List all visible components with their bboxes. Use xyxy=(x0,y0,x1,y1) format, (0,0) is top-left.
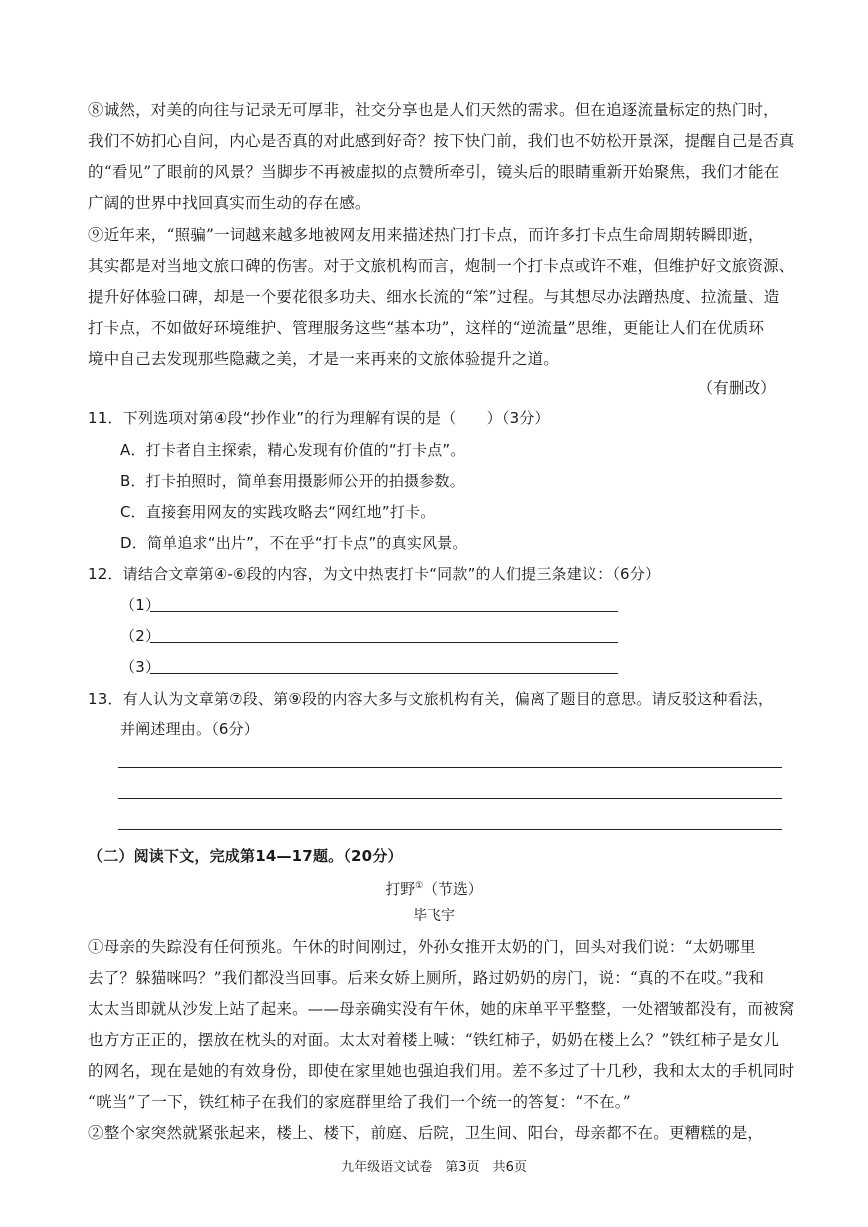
option-c: C．直接套用网友的实践攻略去“网红地”打卡。 xyxy=(120,503,436,521)
story-line: 的网名，现在是她的有效身份，即使在家里她也强迫我们用。差不多过了十几秒，我和太太的手机同时 xyxy=(88,1062,795,1080)
story-title-suffix: （节选） xyxy=(423,879,483,898)
passage-line: 提升好体验口碑，却是一个要花很多功夫、细水长流的“笨”过程。与其想尽办法蹭热度、拉流量、造 xyxy=(88,288,780,306)
edit-note: （有删改） xyxy=(697,379,776,397)
question-12-stem: 12．请结合文章第④-⑥段的内容，为文中热衷打卡“同款”的人们提三条建议：（6分） xyxy=(88,565,661,583)
passage-line: 的“看见”了眼前的风景？当脚步不再被虚拟的点赞所牵引，镜头后的眼睛重新开始聚焦，我们才能在 xyxy=(88,163,780,181)
answer-line-3[interactable] xyxy=(150,673,618,674)
story-line: ①母亲的失踪没有任何预兆。午休的时间刚过，外孙女推开太奶的门，回头对我们说：“太奶哪里 xyxy=(88,938,756,956)
story-line: 也方方正正的，摆放在枕头的对面。太太对着楼上喊：“铁红柿子，奶奶在楼上么？”铁红柿子是女儿 xyxy=(88,1031,780,1049)
passage-line: 我们不妨扪心自问，内心是否真的对此感到好奇？按下快门前，我们也不妨松开景深，提醒自己是否真 xyxy=(88,132,795,150)
option-d: D．简单追求“出片”，不在乎“打卡点”的真实风景。 xyxy=(120,534,468,552)
answer-label-3: （3） xyxy=(120,658,161,676)
passage-line: ⑧诚然，对美的向往与记录无可厚非，社交分享也是人们天然的需求。但在追逐流量标定的热门时， xyxy=(88,101,779,119)
story-line: “咣当”了一下，铁红柿子在我们的家庭群里给了我们一个统一的答复：“不在。” xyxy=(88,1093,631,1111)
story-line: ②整个家突然就紧张起来，楼上、楼下，前庭、后院，卫生间、阳台，母亲都不在。更糟糕的是， xyxy=(88,1124,764,1142)
passage-line: 广阔的世界中找回真实而生动的存在感。 xyxy=(88,194,371,212)
question-13-stem: 13．有人认为文章第⑦段、第⑨段的内容大多与文旅机构有关，偏离了题目的意思。请反驳这种看法， xyxy=(88,690,774,708)
answer-line-13-2[interactable] xyxy=(118,798,782,799)
answer-label-1: （1） xyxy=(120,596,161,614)
page-footer: 九年级语文试卷 第3页 共6页 xyxy=(341,1160,527,1175)
answer-line-13-3[interactable] xyxy=(118,829,782,830)
story-line: 太太当即就从沙发上站了起来。——母亲确实没有午休，她的床单平平整整，一处褶皱都没有，而被窝 xyxy=(88,1000,795,1018)
option-a: A．打卡者自主探索，精心发现有价值的“打卡点”。 xyxy=(120,441,466,459)
passage-line: 其实都是对当地文旅口碑的伤害。对于文旅机构而言，炮制一个打卡点或许不难，但维护好文旅资源、 xyxy=(88,257,795,275)
passage-line: ⑨近年来，“照骗”一词越来越多地被网友用来描述热门打卡点，而许多打卡点生命周期转瞬即逝， xyxy=(88,226,764,244)
option-b: B．打卡拍照时，简单套用摄影师公开的拍摄参数。 xyxy=(120,472,465,490)
story-title xyxy=(0,876,868,899)
passage-line: 打卡点，不如做好环境维护、管理服务这些“基本功”，这样的“逆流量”思维，更能让人们在优质环 xyxy=(88,319,765,337)
passage-line: 境中自己去发现那些隐藏之美，才是一来再来的文旅体验提升之道。 xyxy=(88,350,560,368)
answer-line-2[interactable] xyxy=(150,642,618,643)
answer-label-2: （2） xyxy=(120,627,161,645)
story-author: 毕飞宇 xyxy=(413,908,455,924)
story-title-text: 打野 xyxy=(385,879,416,898)
answer-line-1[interactable] xyxy=(150,611,618,612)
story-line: 去了？躲猫咪吗？”我们都没当回事。后来女娇上厕所，路过奶奶的房门，说：“真的不在哎。”我和 xyxy=(88,969,765,987)
footnote-marker: ① xyxy=(415,881,424,891)
question-13-stem-cont: 并阐述理由。（6分） xyxy=(120,720,260,738)
answer-line-13-1[interactable] xyxy=(118,767,782,768)
question-11-stem: 11．下列选项对第④段“抄作业”的行为理解有误的是（ ）（3分） xyxy=(88,409,550,427)
section-heading: （二）阅读下文，完成第14—17题。（20分） xyxy=(88,847,403,865)
